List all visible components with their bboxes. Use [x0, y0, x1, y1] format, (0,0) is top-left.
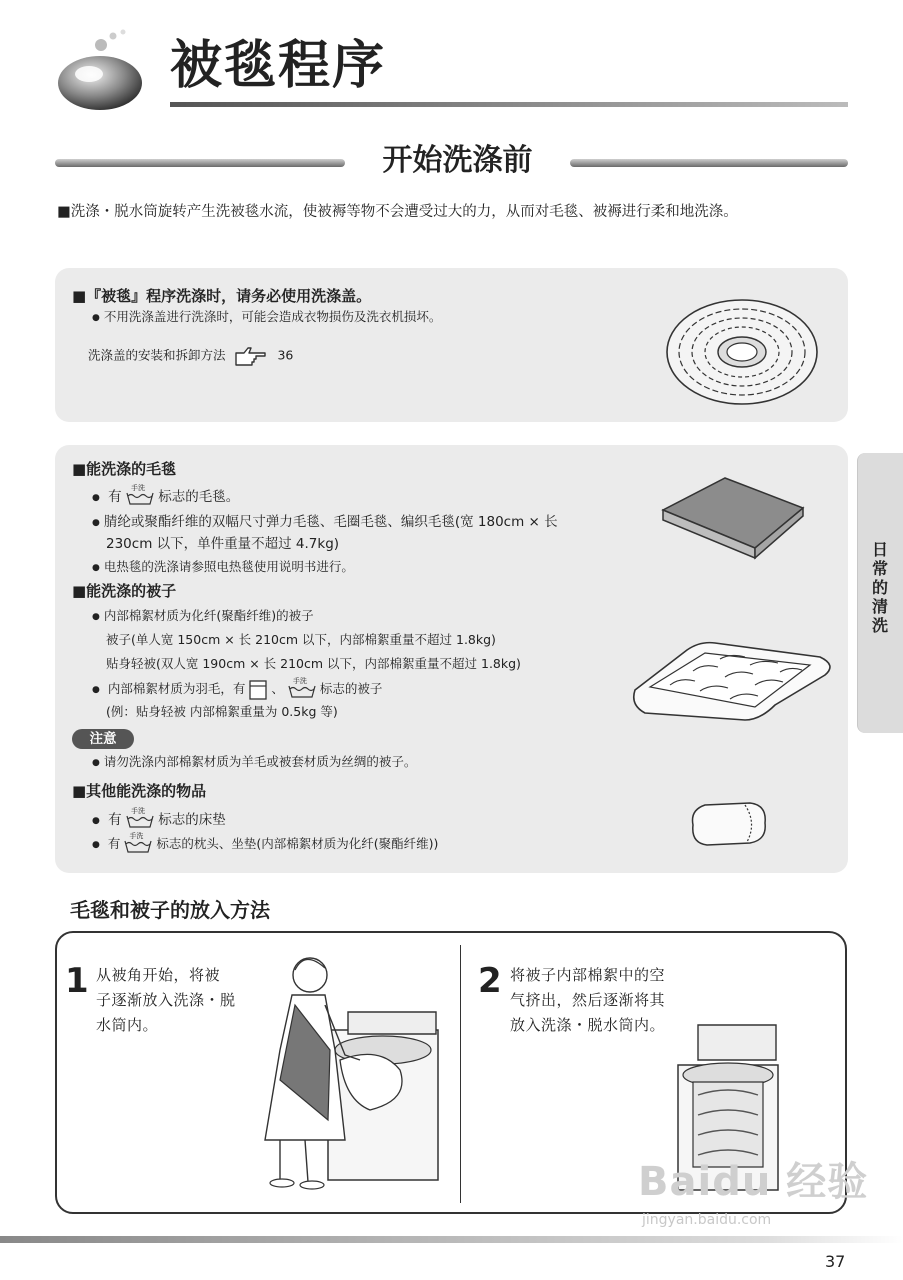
washtub-icon	[126, 492, 154, 506]
step-2-line-2: 气挤出，然后逐渐将其	[510, 991, 666, 1009]
quilt-item-2-example: (例：贴身轻被 内部棉絮重量为 0.5kg 等)	[106, 704, 338, 719]
other-item-2	[92, 831, 439, 853]
caution-badge: 注意	[72, 729, 134, 749]
title-rule	[170, 102, 848, 107]
step-1-line-2: 子逐渐放入洗涤・脱	[96, 991, 236, 1009]
quilt-item-2-sep: 、	[271, 681, 284, 696]
pointing-hand-icon	[234, 345, 270, 367]
wash-cover-heading: ■『被毯』程序洗涤时，请务必使用洗涤盖。	[72, 287, 372, 305]
pillow-illustration	[685, 795, 775, 850]
washtub-icon	[126, 815, 154, 829]
wash-cover-ref-page: 36	[277, 347, 294, 363]
program-logo-icon	[55, 28, 160, 113]
handwash-icon	[124, 831, 152, 853]
other-item-2-pre: 有	[107, 836, 121, 851]
quilt-item-2-pre: 内部棉絮材质为羽毛，有	[107, 681, 246, 696]
other-item-1-pre: 有	[108, 812, 122, 828]
other-item-2-post: 标志的枕头、坐垫(内部棉絮材质为化纤(聚酯纤维))	[156, 836, 439, 851]
handwash-icon	[288, 676, 316, 698]
section-title: 开始洗涤前	[382, 143, 533, 178]
side-tab-label: 日常的清洗	[871, 540, 888, 635]
baidu-watermark: Baidu 经验	[638, 1159, 869, 1205]
blanket-item-1-post: 标志的毛毯。	[158, 489, 240, 505]
blanket-item-1	[92, 485, 239, 505]
intro-text: ■洗涤・脱水筒旋转产生洗被毯水流，使被褥等物不会遭受过大的力，从而对毛毯、被褥进行柔和地洗涤。	[57, 204, 738, 220]
handwash-icon-label: 手洗	[130, 484, 145, 492]
wash-cover-ref	[88, 345, 293, 367]
blanket-item-2: ● 腈纶或聚酯纤维的双幅尺寸弹力毛毯、毛圈毛毯、编织毛毯(宽 180cm × 长	[92, 510, 558, 530]
page-number: 37	[825, 1252, 846, 1271]
quilt-item-1-double: 贴身轻被(双人宽 190cm × 长 210cm 以下，内部棉絮重量不超过 1.8kg)	[106, 656, 521, 671]
handwash-icon-label: 手洗	[130, 807, 145, 815]
step-1-illustration	[250, 950, 450, 1200]
wash-cover-ref-text: 洗涤盖的安装和拆卸方法	[88, 347, 226, 363]
step-2-line-1: 将被子内部棉絮中的空	[510, 966, 666, 984]
blanket-heading: ■能洗涤的毛毯	[72, 460, 177, 478]
steps-divider	[460, 945, 461, 1203]
method-title: 毛毯和被子的放入方法	[70, 898, 270, 922]
wash-cover-note: ● 不用洗涤盖进行洗涤时，可能会造成衣物损伤及洗衣机损坏。	[92, 307, 441, 325]
section-bar-left	[55, 159, 345, 167]
quilt-item-1: ● 内部棉絮材质为化纤(聚酯纤维)的被子	[92, 606, 314, 624]
blanket-item-3: ● 电热毯的洗涤请参照电热毯使用说明书进行。	[92, 557, 354, 575]
quilt-illustration	[625, 635, 835, 725]
washtub-icon	[288, 685, 316, 699]
quilt-item-1-single: 被子(单人宽 150cm × 长 210cm 以下，内部棉絮重量不超过 1.8kg)	[106, 632, 496, 647]
quilt-heading: ■能洗涤的被子	[72, 582, 177, 600]
step-2-number: 2	[478, 961, 502, 1001]
handwash-icon	[126, 807, 154, 828]
machine-wash-icon	[249, 680, 267, 700]
blanket-item-1-pre: 有	[108, 489, 122, 505]
washtub-icon	[124, 840, 152, 854]
step-1-number: 1	[65, 961, 89, 1001]
blanket-item-2-cont: 230cm 以下，单件重量不超过 4.7kg)	[106, 536, 340, 552]
other-item-1-post: 标志的床垫	[158, 812, 226, 828]
footer-rule	[0, 1236, 903, 1243]
quilt-item-2-post: 标志的被子	[319, 681, 383, 696]
folded-blanket-illustration	[655, 470, 815, 560]
section-bar-right	[570, 159, 848, 167]
step-2-line-3: 放入洗涤・脱水筒内。	[510, 1016, 666, 1034]
handwash-icon-label: 手洗	[129, 831, 144, 840]
quilt-item-2	[92, 676, 383, 700]
step-1-line-1: 从被角开始，将被	[96, 966, 221, 984]
other-items-heading: ■其他能洗涤的物品	[72, 782, 207, 800]
step-1-text	[96, 963, 236, 1038]
baidu-watermark-url: jingyan.baidu.com	[642, 1212, 772, 1228]
step-2-text	[510, 963, 665, 1038]
handwash-icon-label: 手洗	[292, 676, 307, 685]
step-1-line-3: 水筒内。	[96, 1016, 159, 1034]
other-item-1	[92, 808, 226, 828]
wash-cover-illustration	[663, 295, 821, 410]
page-title: 被毯程序	[170, 36, 387, 96]
handwash-icon	[126, 484, 154, 505]
caution-text: ● 请勿洗涤内部棉絮材质为羊毛或被套材质为丝绸的被子。	[92, 752, 416, 770]
